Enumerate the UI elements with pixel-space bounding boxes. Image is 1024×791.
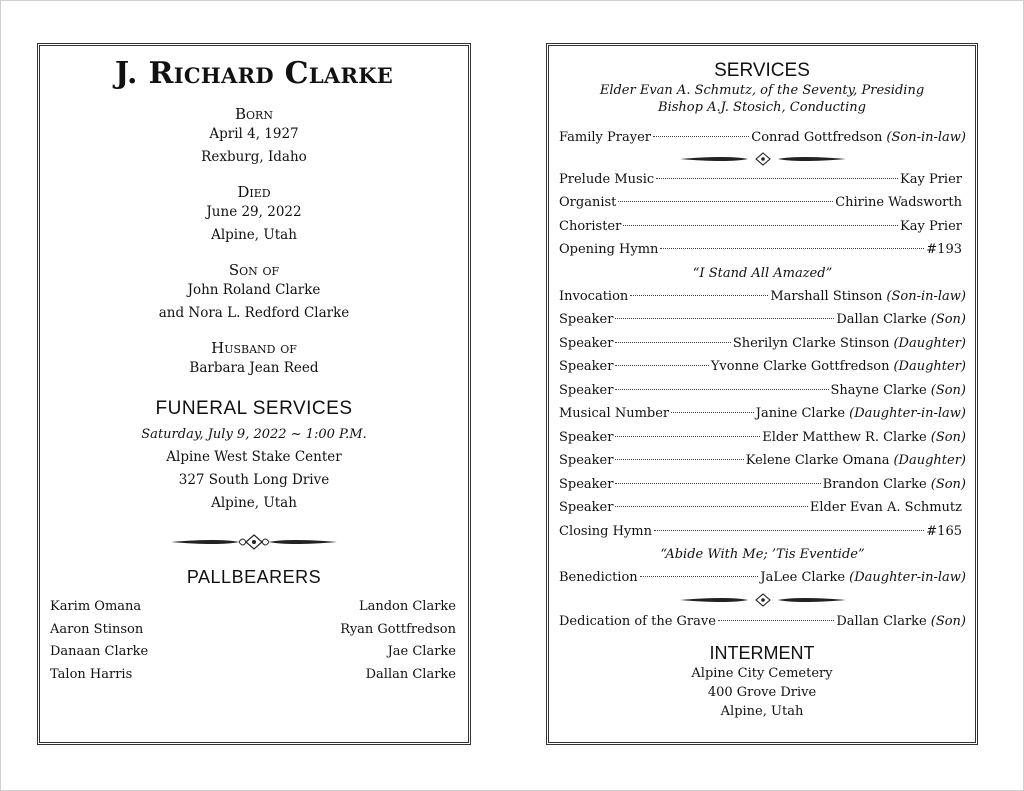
dot-leader: [615, 483, 820, 484]
program-relation: (Son): [930, 429, 966, 445]
dot-leader: [615, 389, 828, 390]
program-row: [559, 426, 966, 450]
pallbearers-right-column: [340, 596, 456, 686]
program-row: [559, 402, 966, 426]
program-relation: (Son-in-law): [886, 130, 966, 145]
dot-leader: [615, 506, 807, 507]
dot-leader: [615, 318, 834, 319]
program-person: Marshall Stinson: [770, 288, 883, 304]
interment-heading: INTERMENT: [709, 643, 815, 663]
program-relation: (Daughter-in-law): [849, 570, 966, 585]
pallbearers-left-column: [50, 596, 148, 686]
program-row: [559, 238, 966, 262]
dot-leader: [615, 459, 743, 460]
program-relation: (Son): [930, 476, 966, 492]
program-row: [559, 379, 966, 403]
program-label: Speaker: [559, 335, 614, 351]
program-label: Musical Number: [559, 406, 670, 421]
program-row: [559, 520, 966, 544]
program-row: [559, 449, 966, 473]
dot-leader: [630, 295, 768, 296]
program-person: Kelene Clarke Omana: [745, 453, 890, 468]
program-row: [559, 610, 966, 634]
deceased-name: J. Richard Clarke: [114, 56, 394, 91]
program-person: Brandon Clarke: [822, 476, 927, 492]
program-label: Closing Hymn: [559, 523, 652, 539]
program-person: Sherilyn Clarke Stinson: [732, 335, 890, 351]
program-label: Invocation: [559, 288, 629, 304]
dot-leader: [656, 178, 898, 179]
dot-leader: [660, 248, 924, 249]
cemetery-city: Alpine, Utah: [720, 704, 804, 719]
husband-of-heading: Husband of: [211, 339, 297, 357]
program-label: Chorister: [559, 218, 622, 234]
flourish-ornament-icon: [678, 152, 848, 166]
program-row: [559, 168, 966, 192]
program-label: Speaker: [559, 359, 614, 374]
born-date: April 4, 1927: [209, 126, 299, 142]
pallbearer: Dallan Clarke: [365, 666, 456, 682]
program-relation: (Son): [930, 312, 966, 327]
dot-leader: [615, 365, 708, 366]
pallbearer: Jae Clarke: [387, 644, 456, 659]
opening-hymn-title: “I Stand All Amazed”: [692, 265, 833, 281]
pallbearers-list: [40, 588, 468, 686]
program-row: [559, 126, 966, 150]
program-person: Shayne Clarke: [830, 382, 927, 398]
dot-leader: [654, 530, 924, 531]
program-relation: (Daughter): [893, 453, 966, 468]
program-person: Yvonne Clarke Gottfredson: [710, 359, 890, 374]
cemetery-name: Alpine City Cemetery: [691, 666, 833, 681]
born-heading: Born: [235, 105, 273, 123]
program-person: Kay Prier: [900, 218, 962, 234]
funeral-datetime: Saturday, July 9, 2022 ~ 1:00 P.M.: [141, 427, 367, 442]
program-row: [559, 355, 966, 379]
program-row: [559, 496, 966, 520]
program-label: Organist: [559, 195, 617, 210]
venue-name: Alpine West Stake Center: [166, 449, 342, 465]
program-person: #193: [926, 242, 962, 257]
program-label: Speaker: [559, 476, 614, 492]
cemetery-street: 400 Grove Drive: [707, 685, 817, 700]
program-label: Dedication of the Grave: [559, 613, 716, 629]
program-relation: (Daughter): [893, 335, 966, 351]
program-person: Conrad Gottfredson: [751, 130, 883, 145]
presiding-line: Elder Evan A. Schmutz, of the Seventy, Presiding: [599, 83, 925, 98]
program-label: Prelude Music: [559, 171, 655, 187]
program-person: Dallan Clarke: [836, 613, 927, 629]
died-place: Alpine, Utah: [211, 227, 297, 243]
venue-city: Alpine, Utah: [211, 495, 297, 511]
program-row: [559, 215, 966, 239]
mother-name: and Nora L. Redford Clarke: [158, 305, 350, 321]
program-relation: (Son-in-law): [886, 288, 966, 304]
born-place: Rexburg, Idaho: [201, 149, 307, 165]
left-panel: [37, 43, 471, 745]
program-relation: (Daughter): [893, 359, 966, 374]
pallbearer: Karim Omana: [50, 599, 142, 614]
program-relation: (Son): [930, 382, 966, 398]
dot-leader: [671, 412, 754, 413]
died-date: June 29, 2022: [206, 204, 302, 220]
closing-hymn-title: “Abide With Me; ’Tis Eventide”: [660, 547, 865, 562]
pallbearer: Ryan Gottfredson: [340, 621, 456, 637]
program-person: Dallan Clarke: [836, 312, 927, 327]
funeral-services-heading: FUNERAL SERVICES: [155, 398, 353, 419]
program-label: Opening Hymn: [559, 242, 659, 257]
pallbearer: Landon Clarke: [358, 599, 456, 614]
program-list: [549, 126, 975, 633]
program-label: Speaker: [559, 453, 614, 468]
program-row: [559, 473, 966, 497]
program-person: Janine Clarke: [755, 406, 846, 421]
father-name: John Roland Clarke: [187, 282, 321, 298]
venue-street: 327 South Long Drive: [178, 472, 330, 488]
program-label: Speaker: [559, 382, 614, 398]
pallbearers-heading: PALLBEARERS: [186, 567, 322, 587]
dot-leader: [615, 436, 760, 437]
pallbearer: Aaron Stinson: [50, 621, 144, 637]
program-row: [559, 308, 966, 332]
program-label: Speaker: [559, 429, 614, 445]
died-heading: Died: [237, 183, 271, 201]
spouse-name: Barbara Jean Reed: [189, 360, 319, 376]
program-person: JaLee Clarke: [760, 570, 846, 585]
program-row: [559, 332, 966, 356]
program-person: #165: [926, 523, 962, 539]
dot-leader: [653, 136, 749, 137]
flourish-ornament-icon: [678, 593, 848, 607]
dot-leader: [640, 576, 759, 577]
program-label: Family Prayer: [559, 130, 651, 145]
program-relation: (Daughter-in-law): [849, 406, 966, 421]
program-person: Elder Evan A. Schmutz: [809, 500, 962, 515]
right-panel: [546, 43, 978, 745]
flourish-ornament-icon: [169, 533, 339, 551]
pallbearer: Danaan Clarke: [50, 644, 149, 659]
pallbearer: Talon Harris: [50, 666, 133, 682]
program-person: Kay Prier: [900, 171, 962, 187]
program-label: Benediction: [559, 570, 638, 585]
son-of-heading: Son of: [228, 261, 280, 279]
program-person: Elder Matthew R. Clarke: [762, 429, 927, 445]
conducting-line: Bishop A.J. Stosich, Conducting: [658, 100, 866, 115]
dot-leader: [615, 342, 730, 343]
program-relation: (Son): [930, 613, 966, 629]
program-row: [559, 191, 966, 215]
program-label: Speaker: [559, 500, 614, 515]
dot-leader: [718, 620, 834, 621]
services-heading: SERVICES: [714, 60, 810, 81]
dot-leader: [618, 201, 833, 202]
program-row: [559, 566, 966, 590]
program-row: [559, 285, 966, 309]
program-person: Chirine Wadsworth: [835, 195, 962, 210]
dot-leader: [623, 225, 898, 226]
program-label: Speaker: [559, 312, 614, 327]
